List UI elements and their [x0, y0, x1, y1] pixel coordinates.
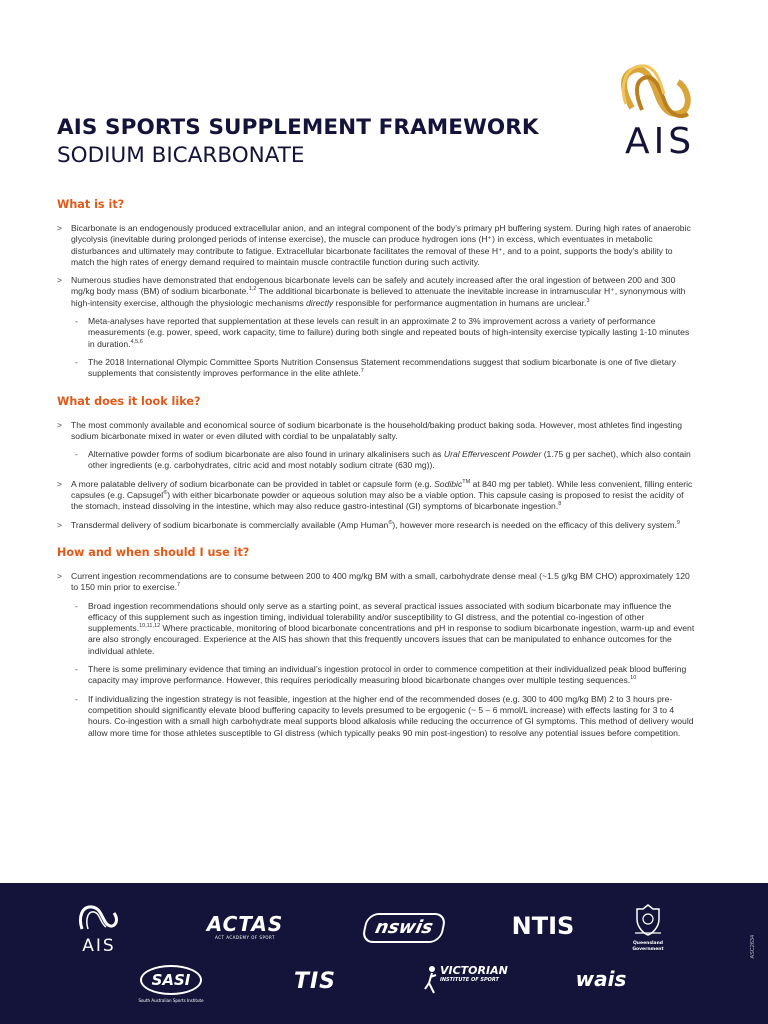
tis-logo — [282, 969, 348, 995]
sub-bullet-paragraph: - There is some preliminary evidence that timing an individual’s ingestion protocol in order to commence competition at their individualized peak blood buffering capacity may improve performance. However, this requires periodically measuring blood bicarbonate changes over multiple testing sequences.$^{10}$ — [75, 664, 687, 686]
bullet-paragraph: > Numerous studies have demonstrated that endogenous bicarbonate levels can be safely and acutely increased after the oral ingestion of between 200 and 300 mg/kg body mass (BM) of sodium bicarbonate.$^{1,2}$ The additional bicarbonate is believed to attenuate the inevitable increase in intramuscular H⁺, synonymous with high-intensity exercise, although the physiologic mechanisms directly responsible for performance augmentation in humans are unclear.$^3$ — [57, 275, 686, 308]
sub-bullet-paragraph: - Alternative powder forms of sodium bicarbonate are also found in urinary alkalinisers such as Ural Effervescent Powder (1.75 g per sachet), which also contain other ingredients (e.g. carbohydrates, citric acid and most notably sodium citrate (630 mg)). — [75, 449, 691, 471]
queensland-government-logo — [628, 903, 668, 953]
document-header — [57, 114, 557, 170]
ais-partner-logo — [76, 903, 122, 955]
sasi-logo — [134, 965, 208, 1003]
partner-logos-footer — [0, 883, 768, 1024]
vis-logo-subtext: INSTITUTE OF SPORT — [440, 977, 499, 983]
tis-logo-text: TIS — [293, 969, 337, 994]
bullet-paragraph: > Current ingestion recommendations are to consume between 200 to 400 mg/kg BM with a small, carbohydrate dense meal (~1.5 g/kg BM CHO) approximately 120 to 150 min prior to exercise.$^7$ — [57, 570, 690, 593]
section-what-does-it-look-like — [57, 394, 697, 531]
nswis-logo — [361, 913, 447, 943]
bullet-paragraph: > Transdermal delivery of sodium bicarbonate is commercially available (Amp Human®), however more research is needed on the efficacy of this delivery system.$^9$ — [57, 519, 680, 530]
page-title: AIS SPORTS SUPPLEMENT FRAMEWORK — [57, 115, 539, 140]
ntis-logo-text: NTIS — [511, 912, 575, 940]
ntis-logo — [508, 911, 578, 941]
bullet-paragraph: > Bicarbonate is an endogenously produced extracellular anion, and an integral component of the body’s primary pH buffering system. During high rates of anaerobic glycolysis (inevitable during prolonged periods of intense exercise), the muscle can produce hydrogen ions (H⁺) in excess, which eventuates in metabolic disturbances and ultimately may contribute to fatigue. Extracellular bicarbonate facilitates the removal of these H⁺, and to a point, supports the body’s ability to match the high rates of energy demand required to maintain muscle contractile function during such activity. — [57, 223, 691, 267]
victorian-institute-of-sport-logo — [424, 965, 508, 983]
sub-bullet-paragraph: - The 2018 International Olympic Committee Sports Nutrition Consensus Statement recommendations suggest that sodium bicarbonate is one of five dietary supplements that consistently improves performance in the elite athlete.$^7$ — [75, 356, 677, 379]
nswis-logo-text: nswis — [373, 917, 435, 938]
section-heading: How and when should I use it? — [57, 545, 250, 559]
section-what-is-it — [57, 197, 697, 380]
coat-of-arms-icon — [633, 903, 663, 937]
section-how-and-when — [57, 545, 697, 739]
document-code: ASC2634 — [750, 935, 756, 959]
actas-logo — [195, 913, 295, 940]
sub-bullet-paragraph: - If individualizing the ingestion strategy is not feasible, ingestion at the higher end of the recommended doses (e.g. 300 to 400 mg/kg BM) 2 to 3 hours pre-competition should significantly elevate blood buffering capacity to levels presumed to be ergogenic (~ 5 – 6 mmol/L increase) with effects lasting for 3 to 4 hours. Co-ingestion with a small high carbohydrate meal supports blood alkalosis while reducing the occurrence of GI symptoms. This method of delivery would allow more time for those athletes susceptible to GI distress (which typically peaks 90 min post-ingestion) to resolve any potential issues before competition. — [75, 693, 694, 738]
section-heading: What does it look like? — [57, 394, 201, 408]
sasi-logo-text: SASI — [151, 971, 191, 989]
bullet-paragraph: > The most commonly available and economical source of sodium bicarbonate is the household/baking product baking soda. However, most athletes find ingesting sodium bicarbonate mixed in water or even diluted with cordial to be unpalatably salty. — [57, 419, 682, 441]
vis-logo-text: VICTORIAN — [440, 964, 508, 977]
actas-logo-text: ACTAS — [206, 912, 284, 936]
document-body — [57, 197, 697, 753]
section-heading: What is it? — [57, 198, 125, 211]
queensland-logo-text: Queensland Government — [632, 941, 664, 952]
runner-figure-icon — [424, 965, 438, 995]
bullet-paragraph: > A more palatable delivery of sodium bicarbonate can be provided in tablet or capsule form (e.g. Sodibic™ at 840 mg per tablet). While less convenient, filling enteric capsules (e.g. Capsugel®) with either bicarbonate powder or aqueous solution may also be a viable option. This capsule casing is proposed to resist the acidity of the stomach, instead dissolving in the intestine, which may also reduce gastro-intestinal (GI) symptoms of bicarbonate ingestion.$^8$ — [57, 478, 693, 512]
ais-logo-text: AIS — [625, 121, 696, 162]
page-subtitle: SODIUM BICARBONATE — [57, 143, 305, 168]
actas-logo-subtext: ACT ACADEMY OF SPORT — [215, 935, 275, 940]
wais-logo-text: wais — [575, 967, 627, 991]
ais-ribbon-mono-icon — [76, 903, 122, 933]
sub-bullet-paragraph: - Broad ingestion recommendations should only serve as a starting point, as several practical issues associated with sodium bicarbonate may influence the efficacy of this supplement such as ingestion timing, individual tolerability and/or susceptibility to GI distress, and the potential co-ingestion of other supplements.$^{10,11,12}$ Where practicable, monitoring of blood bicarbonate concentrations and pH in response to sodium bicarbonate ingestion, warm-up and event are also strongly encouraged. Experience at the AIS has shown that this frequently uncovers issues that can be manipulated to enhance outcomes for the individual athlete. — [75, 600, 695, 656]
sub-bullet-paragraph: - Meta-analyses have reported that supplementation at these levels can result in an approximate 2 to 3% improvement across a variety of performance measurements (e.g. power, speed, work capacity, time to failure) during both single and repeated bouts of high-intensity exercise typically lasting 1-10 minutes in duration.$^{4,5,6}$ — [75, 316, 690, 349]
wais-logo — [566, 967, 636, 991]
ais-partner-text: AIS — [82, 936, 116, 956]
sasi-logo-subtext: South Australian Sports Institute — [138, 998, 204, 1003]
